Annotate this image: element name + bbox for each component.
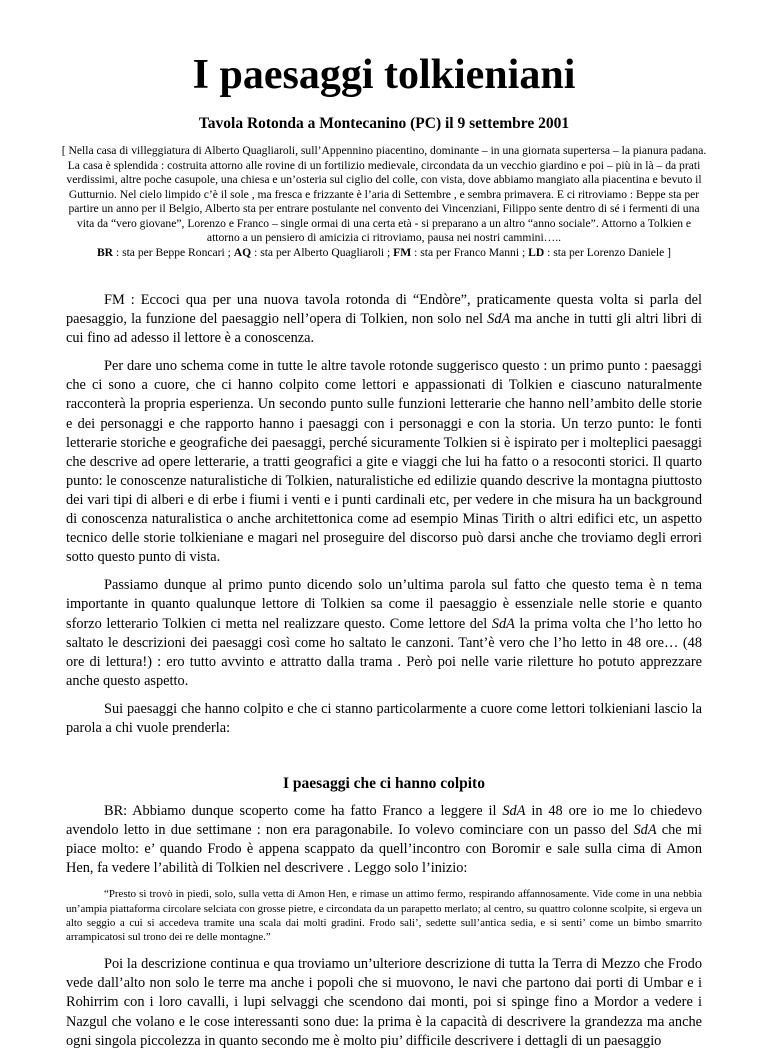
legend-br-abbr: BR (96, 245, 114, 259)
br-paragraph (66, 802, 702, 878)
legend-ld-abbr: LD (528, 245, 545, 259)
p3-text-b: la prima volta che l’ho letto ho saltato le descrizioni dei paesaggi così come ho saltato le canzoni. Tant’è vero che l’ho letto in 48 ore… (48 ore di lettura!) : ero tutto avvinto e attratto dalla trama . Però poi nelle varie riletture ho potuto apprezzare anche questo aspetto. (66, 615, 702, 689)
br-text-c: che mi piace molto: e’ quando Frodo è appena scappato da quell’incontro con Boromir e sale sulla cima di Amon Hen, fa vedere l’abilità di Tolkien nel descrivere . Leggo solo l’inizio: (66, 822, 702, 877)
paragraph-2: Per dare uno schema come in tutte le altre tavole rotonde suggerisco questo : un primo punto : paesaggi che ci sono a cuore, che ci hanno colpito come lettori e appassionati di Tolkien e ciascuno naturalmente racconterà la propria esperienza. Un secondo punto sulle funzioni letterarie che hanno nell’ambito delle storie e dei personaggi e che rapporto hanno i paesaggi con i personaggi e con la storia. Un terzo punto: le fonti letterarie storiche e geografiche dei paesaggi, perché sicuramente Tolkien si è ispirato per i molteplici paesaggi che descrive ad opere letterarie, a tratti geografici a gite e viaggi che lui ha fatto o a resoconti storici. Il quarto punto: le conoscenze naturalistiche di Tolkien, naturalistiche ed edilizie quando descrive la montagna piuttosto dei vari tipi di alberi e di erbe i fiumi i venti e i punti cardinali etc, per vedere in che misura ha un background di conoscenza naturalistica o anche architettonica come ad esempio Minas Tirith o altri edifici etc, un aspetto tecnico delle storie tolkieniane e magari nel proseguire del discorso può darsi anche che troviamo degli errori sotto questo punto di vista. (66, 358, 702, 566)
after-quote-paragraph: Poi la descrizione continua e qua troviamo un’ulteriore descrizione di tutta la Terra di Mezzo che Frodo vede dall’alto non solo le terre ma anche i popoli che si muovono, le navi che partono dai porti di Umbar e i Rohirrim con i loro cavalli, i lupi selvaggi che scendono dai monti, poi si spinge fino a Mordor a vedere i Nazgul che volano e le cose interessanti sono due: la prima è la capacità di descrivere la grandezza ma anche ogni singola piccolezza in quanto secondo me è molto piu’ difficile descrivere i dettagli di un paesaggio (66, 956, 702, 1049)
intro-block (60, 144, 708, 260)
paragraph-1 (66, 291, 702, 348)
p3-sda: SdA (491, 615, 515, 632)
p1-sda: SdA (487, 311, 511, 328)
section-heading: I paesaggi che ci hanno colpito (283, 775, 485, 793)
br-text-a: BR: Abbiamo dunque scoperto come ha fatto Franco a leggere il (104, 803, 503, 820)
document-subtitle: Tavola Rotonda a Montecanino (PC) il 9 settembre 2001 (198, 115, 570, 132)
br-text-b: in 48 ore io me lo chiedevo avendolo letto in due settimane : non era paragonabile. Io volevo cominciare con un passo del (66, 803, 703, 839)
legend-ld-text: : sta per Lorenzo Daniele ] (544, 245, 672, 259)
paragraph-4: Sui paesaggi che hanno colpito e che ci stanno particolarmente a cuore come lettori tolkieniani lascio la parola a chi vuole prenderla: (66, 700, 702, 736)
p1-text-b: ma anche in tutti gli altri libri di cui fino ad adesso il lettore è a conoscenza. (66, 311, 702, 347)
document-page (61, 50, 707, 1051)
amon-hen-quote: “Presto si trovò in piedi, solo, sulla vetta di Amon Hen, e rimase un attimo fermo, respirando affannosamente. Vide come in una nebbia un’ampia piattaforma circolare selciata con grosse pietre, e circondata da un parapetto merlato; al centro, su quattro colonne scolpite, si ergeva un alto seggio a cui si accedeva tramite una scala dai molti gradini. Frodo sali’, sedette sull’antica sedia, e si senti’ come un bimbo smarrito arrampicatosi sul trono dei re delle montagne.” (66, 888, 702, 944)
p3-text-a: Passiamo dunque al primo punto dicendo solo un’ultima parola sul fatto che questo tema è n tema importante in quanto qualunque lettore di Tolkien sa come il paesaggio è essenziale nelle storie e quanto sforzo letterario Tolkien ci metta nel realizzare questo. Come lettore del (66, 577, 702, 632)
legend-aq-abbr: AQ (233, 245, 252, 259)
legend-fm-text: : sta per Franco Manni ; (411, 245, 529, 259)
p1-text-a: FM : Eccoci qua per una nuova tavola rotonda di “Endòre”, praticamente questa volta si parla del paesaggio, la funzione del paesaggio nell’opera di Tolkien, non solo nel (66, 292, 702, 328)
legend-aq-text: : sta per Alberto Quagliaroli ; (251, 245, 394, 259)
br-sda-2: SdA (633, 822, 657, 839)
speaker-legend (97, 246, 671, 259)
br-sda-1: SdA (502, 803, 526, 820)
legend-br-text: : sta per Beppe Roncari ; (113, 245, 234, 259)
intro-text: [ Nella casa di villeggiatura di Alberto Quagliaroli, sull’Appennino piacentino, dominante – in una giornata supertersa – la pianura padana. La casa è splendida : costruita attorno alle rovine di un fortilizio medievale, circondata da un vecchio giardino e poi – più in là – da prati verdissimi, altre poche casupole, una chiesa e un’osteria sul ciglio del colle, con vista, dove abbiamo mangiato alla piacentina e bevuto il Gutturnio. Nel cielo limpido c’è il sole , ma fresca e frizzante è l’aria di Settembre , e sembra primavera. E ci ritroviamo : Beppe sta per partire un anno per il Belgio, Alberto sta per entrare postulante nel convento dei Vincenziani, Filippo sente dentro di sé i fermenti di una vita da “vero giovane”, Lorenzo e Franco – single ormai di una certa età - si preparano a un altro “anno sociale”. Attorno a Tolkien e attorno a un pensiero di amicizia ci ritroviamo, pausa nei nostri cammini….. (61, 144, 707, 244)
legend-fm-abbr: FM (393, 245, 412, 259)
paragraph-3 (66, 576, 702, 691)
document-title: I paesaggi tolkieniani (192, 52, 576, 98)
